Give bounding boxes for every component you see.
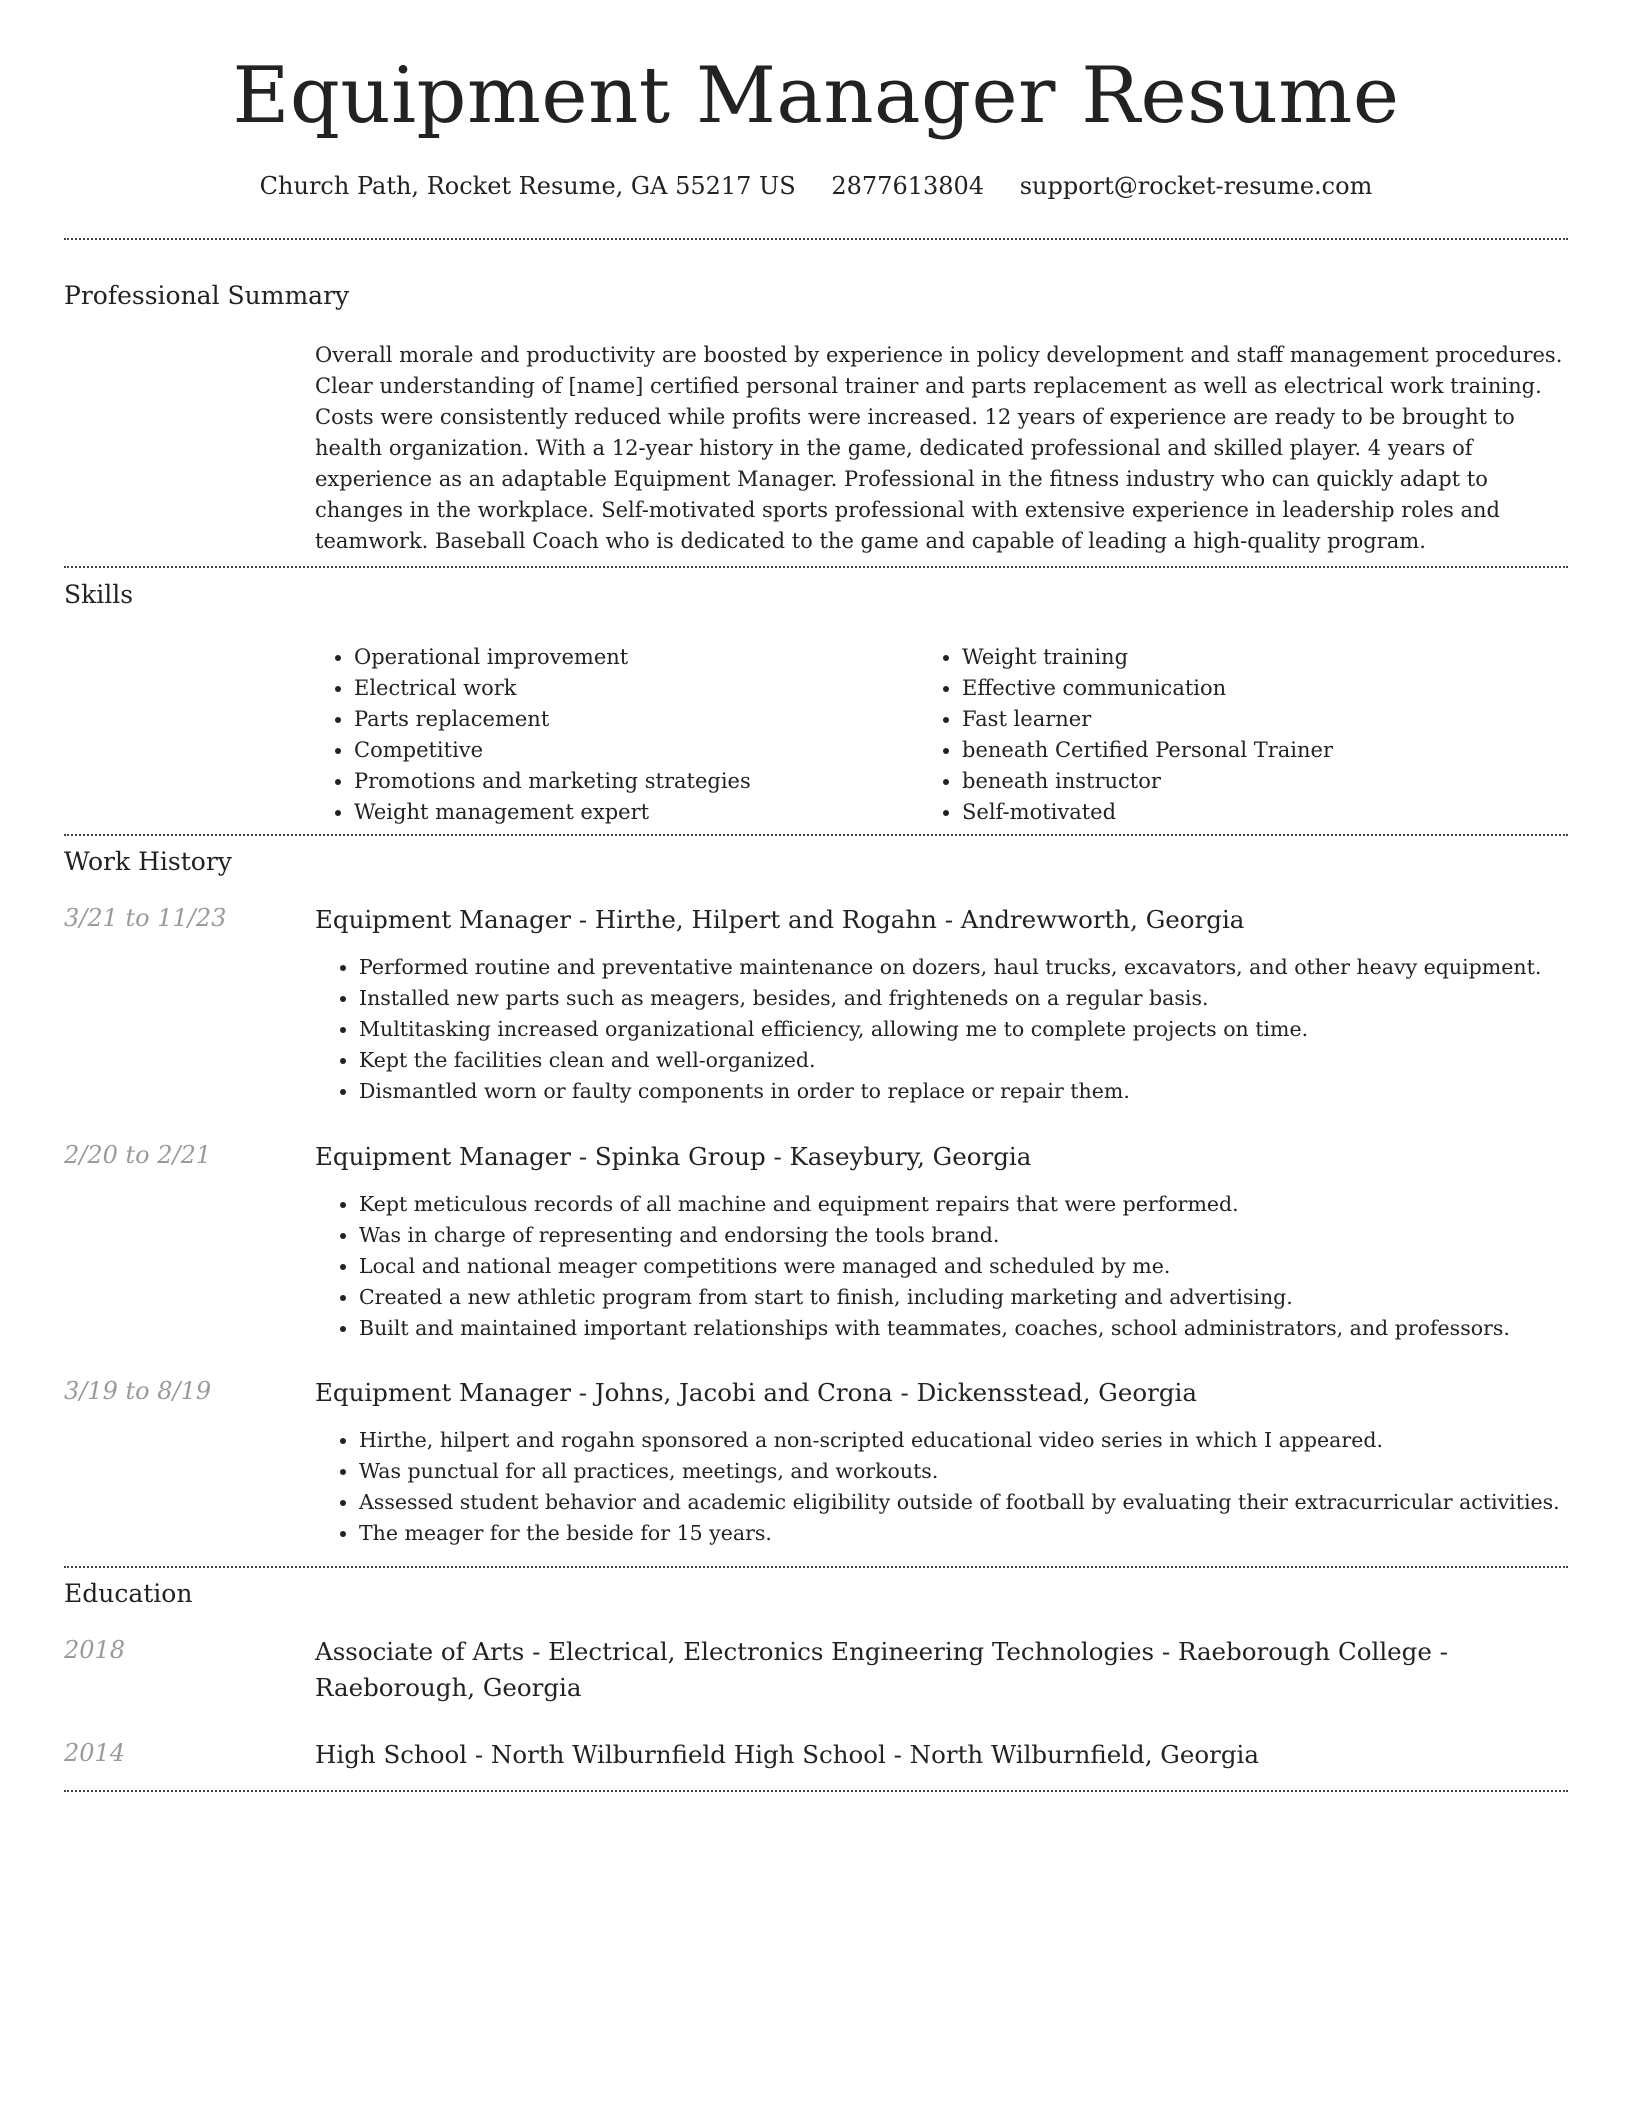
job-bullets: [315, 1425, 1614, 1549]
job-bullet: • Multitasking increased organizational efficiency, allowing me to complete projects on time.: [359, 1014, 1614, 1045]
education-title: High School - North Wilburnfield High School - North Wilburnfield, Georgia: [315, 1740, 1259, 1769]
job-bullet: • Hirthe, hilpert and rogahn sponsored a non-scripted educational video series in which I appeared.: [359, 1425, 1614, 1456]
job-bullet: • Assessed student behavior and academic eligibility outside of football by evaluating their extracurricular activities.: [359, 1487, 1614, 1518]
section-title-work: Work History: [64, 847, 232, 876]
contact-line: [0, 172, 1632, 200]
divider: [64, 238, 1568, 240]
skill-item: • Operational improvement: [354, 642, 751, 673]
contact-phone: 2877613804: [831, 172, 985, 200]
job-bullet: • Local and national meager competitions were managed and scheduled by me.: [359, 1251, 1614, 1282]
education-title: Associate of Arts - Electrical, Electronics Engineering Technologies - Raeborough College - Raeborough, Georgia: [315, 1637, 1448, 1702]
section-title-skills: Skills: [64, 580, 134, 609]
job-title: Equipment Manager - Johns, Jacobi and Crona - Dickensstead, Georgia: [315, 1378, 1197, 1407]
skill-item: • Promotions and marketing strategies: [354, 766, 751, 797]
job-bullets: [315, 952, 1614, 1107]
divider: [64, 1790, 1568, 1792]
job-bullet: • Kept meticulous records of all machine and equipment repairs that were performed.: [359, 1189, 1614, 1220]
skill-item: • Effective communication: [962, 673, 1333, 704]
job-bullet: • Performed routine and preventative maintenance on dozers, haul trucks, excavators, and other heavy equipment.: [359, 952, 1614, 983]
skill-item: • beneath instructor: [962, 766, 1333, 797]
divider: [64, 834, 1568, 836]
contact-email: support@rocket-resume.com: [1019, 172, 1373, 200]
job-bullet: • Created a new athletic program from start to finish, including marketing and advertising.: [359, 1282, 1614, 1313]
contact-address: Church Path, Rocket Resume, GA 55217 US: [259, 172, 796, 200]
job-bullets: [315, 1189, 1614, 1344]
skill-item: • Fast learner: [962, 704, 1333, 735]
job-title: Equipment Manager - Hirthe, Hilpert and Rogahn - Andrewworth, Georgia: [315, 905, 1245, 934]
skill-item: • Weight training: [962, 642, 1333, 673]
job-dates: 2/20 to 2/21: [64, 1141, 212, 1169]
job-title: Equipment Manager - Spinka Group - Kaseybury, Georgia: [315, 1142, 1032, 1171]
summary-text: Overall morale and productivity are boosted by experience in policy development and staff management procedures. Clear understanding of [name] certified personal trainer and parts replacement as well as electrical work training. Costs were consistently reduced while profits were increased. 12 years of experience are ready to be brought to health organization. With a 12-year history in the game, dedicated professional and skilled player. 4 years of experience as an adaptable Equipment Manager. Professional in the fitness industry who can quickly adapt to changes in the workplace. Self-motivated sports professional with extensive experience in leadership roles and teamwork. Baseball Coach who is dedicated to the game and capable of leading a high-quality program.: [315, 343, 1563, 553]
skills-list-right: [918, 642, 1333, 828]
job-bullet: • Was punctual for all practices, meetings, and workouts.: [359, 1456, 1614, 1487]
divider: [64, 1566, 1568, 1568]
job-bullet: • The meager for the beside for 15 years.: [359, 1518, 1614, 1549]
job-bullet: • Was in charge of representing and endorsing the tools brand.: [359, 1220, 1614, 1251]
job-bullet: • Dismantled worn or faulty components in order to replace or repair them.: [359, 1076, 1614, 1107]
skill-item: • Competitive: [354, 735, 751, 766]
resume-title: Equipment Manager Resume: [232, 51, 1400, 141]
skill-item: • Electrical work: [354, 673, 751, 704]
section-title-summary: Professional Summary: [64, 281, 350, 310]
job-dates: 3/21 to 11/23: [64, 904, 227, 932]
education-year: 2014: [64, 1739, 126, 1767]
job-bullet: • Installed new parts such as meagers, besides, and frighteneds on a regular basis.: [359, 983, 1614, 1014]
education-year: 2018: [64, 1636, 126, 1664]
skill-item: • Self-motivated: [962, 797, 1333, 828]
section-title-education: Education: [64, 1579, 193, 1608]
skills-list-left: [310, 642, 751, 828]
skill-item: • Weight management expert: [354, 797, 751, 828]
skill-item: • beneath Certified Personal Trainer: [962, 735, 1333, 766]
job-bullet: • Kept the facilities clean and well-organized.: [359, 1045, 1614, 1076]
job-bullet: • Built and maintained important relationships with teammates, coaches, school administrators, and professors.: [359, 1313, 1614, 1344]
skill-item: • Parts replacement: [354, 704, 751, 735]
divider: [64, 566, 1568, 568]
job-dates: 3/19 to 8/19: [64, 1377, 212, 1405]
